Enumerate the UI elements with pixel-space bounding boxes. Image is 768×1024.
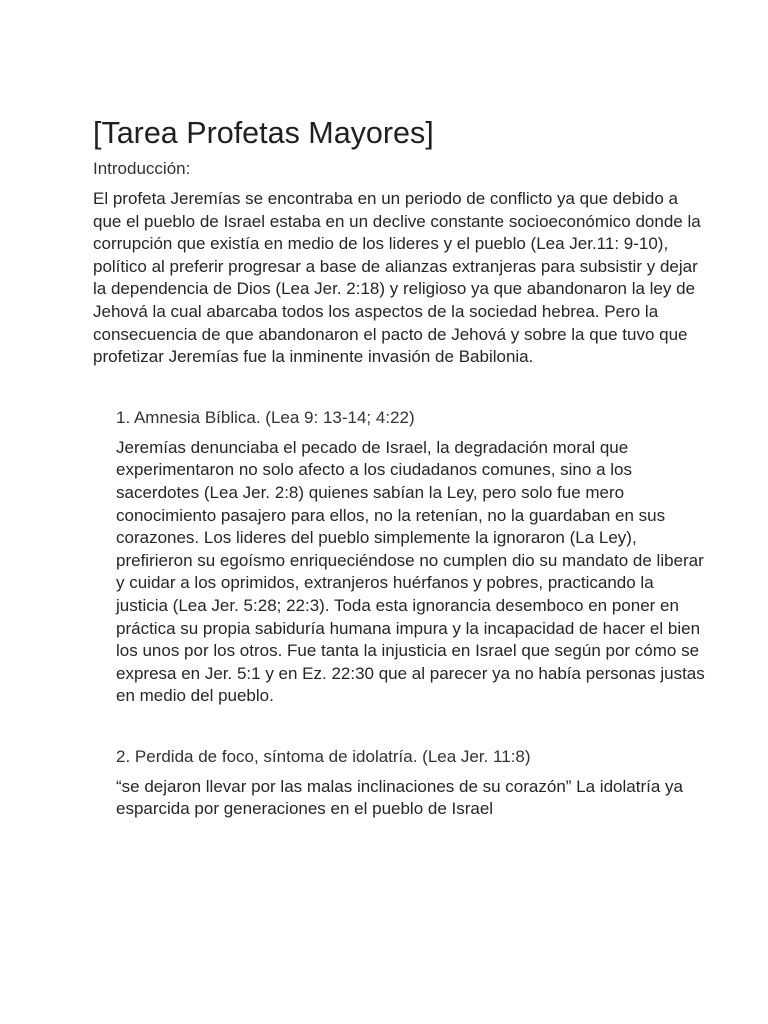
intro-paragraph: El profeta Jeremías se encontraba en un periodo de conflicto ya que debido a que el pueblo de Israel estaba en un declive constante socioeconómico donde la corrupción que existía en medio de los lideres y el pueblo (Lea Jer.11: 9-10), político al preferir progresar a base de alianzas extranjeras para subsistir y dejar la dependencia de Dios (Lea Jer. 2:18) y religioso ya que abandonaron la ley de Jehová la cual abarcaba todos los aspectos de la sociedad hebrea. Pero la consecuencia de que abandonaron el pacto de Jehová y sobre la que tuvo que profetizar Jeremías fue la inminente invasión de Babilonia. (93, 189, 701, 367)
section-heading: 2. Perdida de foco, síntoma de idolatría. (Lea Jer. 11:8) (116, 746, 531, 766)
document-title: [Tarea Profetas Mayores] (93, 116, 434, 150)
section-heading: 1. Amnesia Bíblica. (Lea 9: 13-14; 4:22) (116, 407, 415, 427)
section-perdida-de-foco (93, 746, 708, 821)
intro-label: Introducción: (93, 159, 191, 178)
section-paragraph: “se dejaron llevar por las malas inclinaciones de su corazón” La idolatría ya esparcida por generaciones en el pueblo de Israel (116, 776, 683, 819)
section-paragraph: Jeremías denunciaba el pecado de Israel, la degradación moral que experimentaron no solo afecto a los ciudadanos comunes, sino a los sacerdotes (Lea Jer. 2:8) quienes sabían la Ley, pero solo fue mero conocimiento pasajero para ellos, no la retenían, no la guardaban en sus corazones. Los lideres del pueblo simplemente la ignoraron (La Ley), prefirieron su egoísmo enriqueciéndose no cumplen dio su mandato de liberar y cuidar a los oprimidos, extranjeros huérfanos y pobres, practicando la justicia (Lea Jer. 5:28; 22:3). Toda esta ignorancia desemboco en poner en práctica su propia sabiduría humana impura y la incapacidad de hacer el bien los unos por los otros. Fue tanta la injusticia en Israel que según por cómo se expresa en Jer. 5:1 y en Ez. 22:30 que al parecer ya no había personas justas en medio del pueblo. (116, 437, 705, 706)
section-amnesia-biblica (93, 407, 708, 708)
